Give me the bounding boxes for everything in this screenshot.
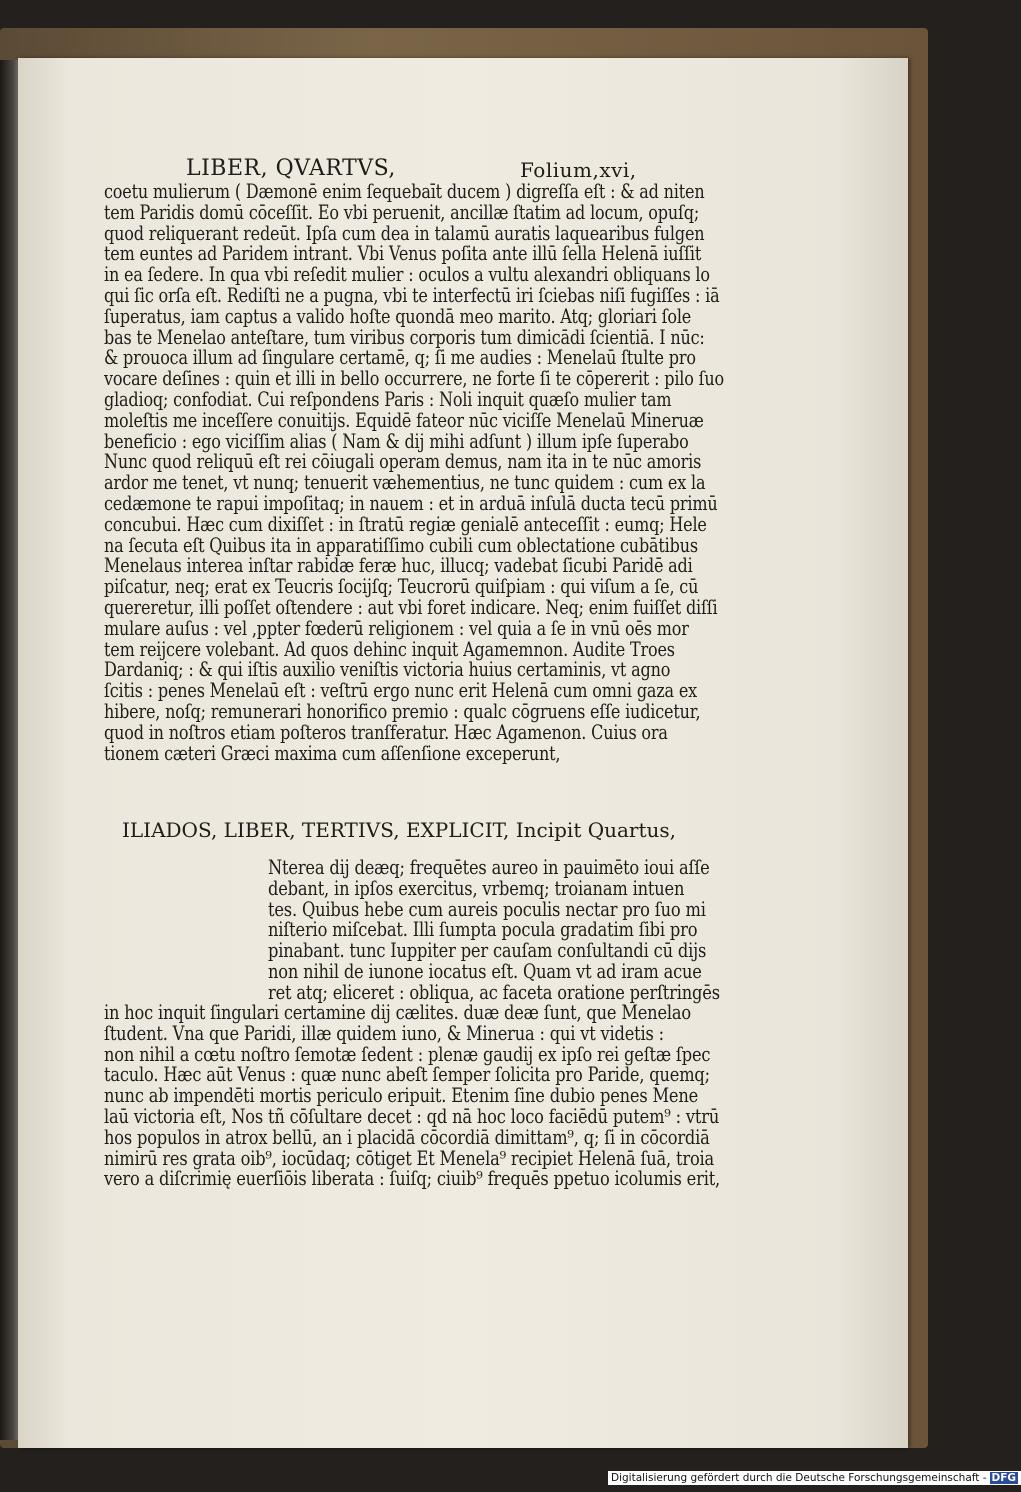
text-line: beneficio : ego viciſſim alias ( Nam & dij mihi adſunt ) illum ipſe ſuperabo	[104, 429, 689, 453]
explicit-heading: ILIADOS, LIBER, TERTIVS, EXPLICIT, Incipit Quartus,	[122, 818, 677, 842]
text-line: ret atq; eliceret : obliqua, ac faceta oratione perſtringēs	[268, 980, 720, 1004]
text-line: ſuperatus, iam captus a valido hoſte quondā meo marito. Atq; gloriari ſole	[104, 304, 692, 328]
text-line: mulare auſus : vel ,ppter fœderū religionem : vel quia a ſe in vnū oēs mor	[104, 616, 689, 640]
text-line: nunc ab impendēti mortis periculo eripuit. Etenim ſine dubio penes Mene	[104, 1084, 699, 1108]
folio-number: Folium,xvi,	[520, 158, 637, 182]
text-line: piſcatur, neq; erat ex Teucris ſocijſq; Teucrorū quiſpiam : qui viſum a ſe, cū	[104, 575, 699, 599]
paragraph-main	[104, 182, 847, 764]
text-line: in hoc inquit ſingulari certamine dij cælites. duæ deæ ſunt, que Menelao	[104, 1001, 691, 1024]
text-line: gladioq; confodiat. Cui reſpondens Paris : Noli inquit quæſo mulier tam	[104, 387, 672, 411]
text-line: Menelaus interea inſtar rabidæ feræ huc, illucq; vadebat ſicubi Paridē adi	[104, 554, 693, 578]
text-line: laū victoria eſt, Nos tñ cōſultare decet : qd nā hoc loco faciēdū putem⁹ : vtrū	[104, 1104, 720, 1128]
text-line: tes. Quibus hebe cum aureis poculis nectar pro ſuo mi	[268, 897, 706, 921]
text-line: Nterea dij deæq; frequētes aureo in pauimēto ioui aſſe	[268, 856, 710, 879]
paragraph-indented	[268, 858, 802, 1004]
text-line: vero a diſcrimię euerſiōis liberata : ſuiſq; ciuib⁹ frequēs ppetuo icolumis erit,	[104, 1167, 721, 1191]
text-line: coetu mulierum ( Dæmonē enim ſequebaīt ducem ) digreſſa eſt : & ad niten	[104, 180, 705, 203]
text-line: hos populos in atrox bellū, an i placidā cōcordiā dimittam⁹, q; ſi in cōcordiā	[104, 1125, 710, 1149]
text-line: tem Paridis domū cōceſſit. Eo vbi peruenit, ancillæ ſtatim ad locum, opuſq;	[104, 200, 700, 224]
text-line: quod reliquerant redeūt. Ipſa cum dea in talamū auratis laquearibus fulgen	[104, 221, 705, 245]
text-line: Dardaniq; : & qui iſtis auxilio veniſtis victoria huius certaminis, vt agno	[104, 658, 671, 682]
text-line: quod in noſtros etiam poſteros tranſferatur. Hæc Agamenon. Cuius ora	[104, 720, 668, 744]
running-title: LIBER, QVARTVS,	[186, 156, 396, 181]
text-line: hibere, noſq; remunerari honorifico premio : qualc cōgruens eſſe iudicetur,	[104, 699, 701, 723]
text-line: qui ſic orſa eſt. Rediſti ne a pugna, vbi te interfectū iri ſciebas niſi fugiſſes : iā	[104, 283, 720, 307]
text-line: non nihil de iunone iocatus eſt. Quam vt ad iram acue	[268, 959, 702, 983]
text-line: ſcitis : penes Menelaū eſt : veſtrū ergo nunc erit Helenā cum omni gaza ex	[104, 679, 698, 703]
text-line: Nunc quod reliquū eſt rei cōiugali operam demus, nam ita in te nūc amoris	[104, 450, 702, 474]
text-line: pinabant. tunc Iuppiter per cauſam conſultandi cū dijs	[268, 939, 707, 963]
text-line: debant, in ipſos exercitus, vrbemq; troianam intuen	[268, 876, 685, 900]
text-line: in ea ſedere. In qua vbi reſedit mulier : oculos a vultu alexandri obliquans lo	[104, 263, 710, 287]
text-line: niſterio miſcebat. Illi ſumpta pocula gradatim ſibi pro	[268, 918, 698, 942]
text-line: ſtudent. Vna que Paridi, illæ quidem iuno, & Minerua : qui vt videtis :	[104, 1021, 664, 1045]
text-line: nimirū res grata oib⁹, iocūdaq; cōtiget Et Menela⁹ recipiet Helenā ſuā, troia	[104, 1146, 715, 1170]
text-line: concubui. Hæc cum dixiſſet : in ſtratū regiæ genialē anteceſſit : eumq; Hele	[104, 512, 707, 536]
dfg-logo: DFG	[991, 1472, 1017, 1484]
text-line: non nihil a cœtu noſtro ſemotæ ſedent : plenæ gaudij ex ipſo rei geſtæ ſpec	[104, 1042, 711, 1066]
text-line: taculo. Hæc aūt Venus : quæ nunc abeſt ſemper ſolicita pro Paride, quemq;	[104, 1063, 710, 1087]
text-line: tionem cæteri Græci maxima cum aſſenſione exceperunt,	[104, 741, 561, 765]
text-line: & prouoca illum ad ſingulare certamē, q; ſi me audies : Menelaū ſtulte pro	[104, 346, 696, 370]
paragraph-continuation	[104, 1003, 833, 1190]
text-line: bas te Menelao anteſtare, tum viribus corporis tum dimicādi ſcientiā. I nūc:	[104, 325, 705, 349]
text-line: tem reijcere volebant. Ad quos dehinc inquit Agamemnon. Audite Troes	[104, 637, 675, 661]
text-line: tem euntes ad Paridem intrant. Vbi Venus poſita ante illū ſella Helenā iuſſit	[104, 242, 702, 266]
text-line: cedæmone te rapui impoſitaq; in nauem : et in arduā inſulā ducta tecū primū	[104, 491, 718, 515]
credit-text: Digitalisierung gefördert durch die Deutsche Forschungsgemeinschaft -	[611, 1472, 987, 1484]
text-line: vocare deſines : quin et illi in bello occurrere, ne forte ſi te cōpererit : pilo ſuo	[104, 367, 724, 391]
digitization-credit	[608, 1471, 1021, 1485]
text-line: moleſtis me inceſſere conuitijs. Equidē fateor nūc viciſſe Menelaū Mineruæ	[104, 408, 704, 432]
text-line: na ſecuta eſt Quibus ita in apparatiſſimo cubili cum oblectatione cubātibus	[104, 533, 698, 557]
text-line: quereretur, illi poſſet oſtendere : aut vbi foret indicare. Neq; enim fuiſſet diſſi	[104, 595, 718, 619]
text-line: ardor me tenet, vt nunq; tenuerit væhementius, ne tunc quidem : cum ex la	[104, 471, 706, 495]
